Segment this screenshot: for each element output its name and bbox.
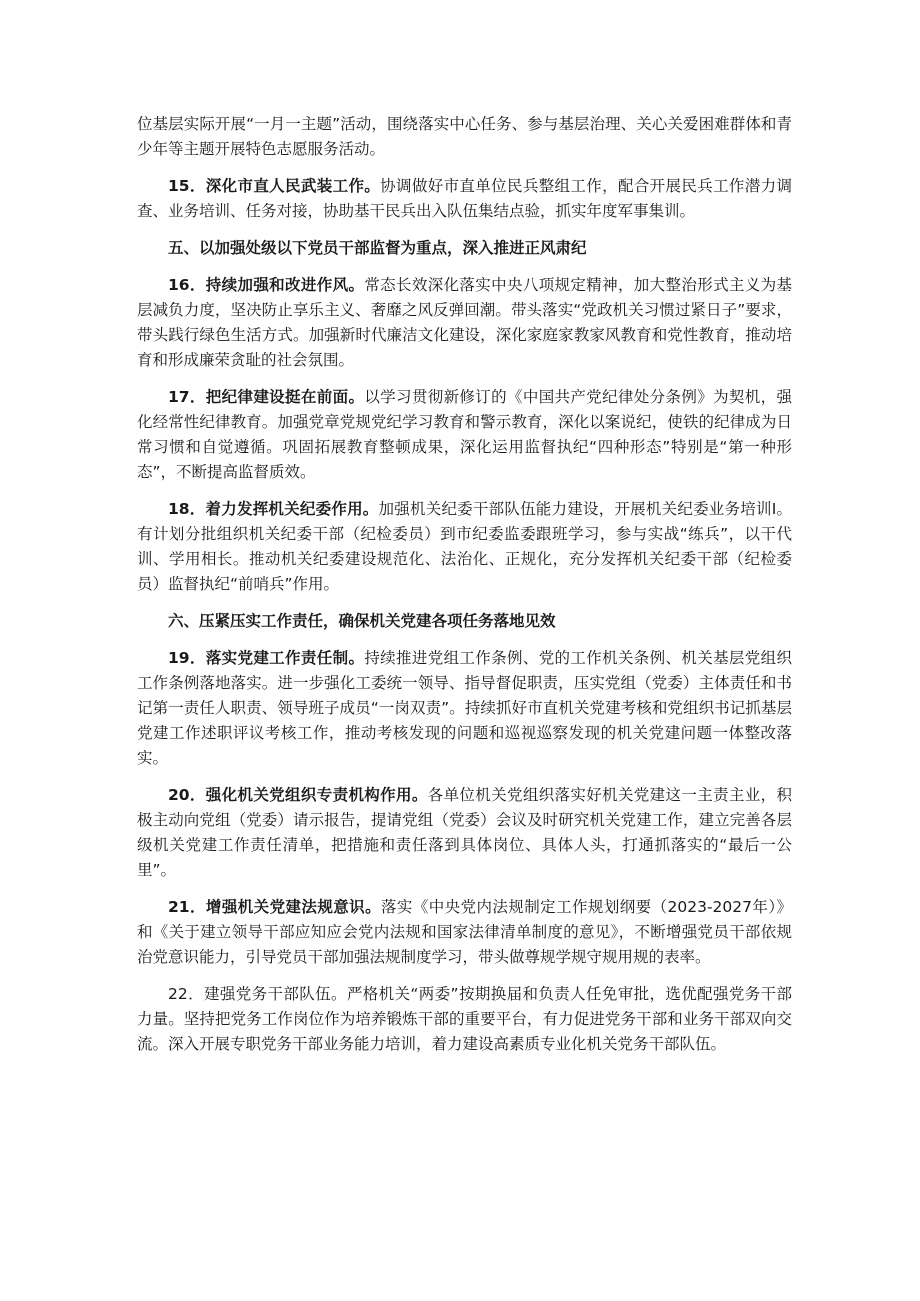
- paragraph-continuation: [137, 112, 792, 162]
- paragraph-item-15: [137, 174, 792, 224]
- paragraph-text: 加强机关纪委干部队伍能力建设，开展机关纪委业务培训I。有计划分批组织机关纪委干部（纪检委员）到市纪委监委跟班学习，参与实战“练兵”，以干代训、学用相长。推动机关纪委建设规范化、法治化、正规化，充分发挥机关纪委干部（纪检委员）监督执纪“前哨兵”作用。: [137, 500, 793, 593]
- paragraph-text: 落实《中央党内法规制定工作规划纲要（2023-2027年）》和《关于建立领导干部应知应会党内法规和国家法律清单制度的意见》，不断增强党员干部依规治党意识能力，引导党员干部加强法规制度学习，带头做尊规学规守规用规的表率。: [137, 898, 792, 966]
- paragraph-text: 严格机关“两委”按期换届和负责人任免审批，选优配强党务干部力量。坚持把党务工作岗位作为培养锻炼干部的重要平台，有力促进党务干部和业务干部双向交流。深入开展专职党务干部业务能力培训，着力建设高素质专业化机关党务干部队伍。: [137, 985, 792, 1053]
- section-heading-6: [137, 609, 792, 634]
- section-heading-text: 六、压紧压实工作责任，确保机关党建各项任务落地见效: [168, 612, 556, 630]
- paragraph-item-22: [137, 982, 792, 1057]
- paragraph-item-20: [137, 783, 792, 883]
- paragraph-item-18: [137, 497, 792, 597]
- paragraph-item-21: [137, 895, 792, 970]
- item-title: 20．强化机关党组织专责机构作用。: [168, 786, 428, 804]
- paragraph-text: 位基层实际开展“一月一主题”活动，围绕落实中心任务、参与基层治理、关心关爱困难群体和青少年等主题开展特色志愿服务活动。: [137, 115, 792, 158]
- item-title: 17．把纪律建设挺在前面。: [168, 388, 365, 406]
- paragraph-text: 协调做好市直单位民兵整组工作，配合开展民兵工作潜力调查、业务培训、任务对接，协助基干民兵出入队伍集结点验，抓实年度军事集训。: [137, 177, 792, 220]
- item-title: 16．持续加强和改进作风。: [168, 276, 365, 294]
- paragraph-item-19: [137, 646, 792, 771]
- section-heading-5: [137, 236, 792, 261]
- paragraph-text: 以学习贯彻新修订的《中国共产党纪律处分条例》为契机，强化经常性纪律教育。加强党章党规党纪学习教育和警示教育，深化以案说纪，使铁的纪律成为日常习惯和自觉遵循。巩固拓展教育整顿成果，深化运用监督执纪“四种形态”特别是“第一种形态”，不断提高监督质效。: [137, 388, 792, 481]
- paragraph-text: 常态长效深化落实中央八项规定精神，加大整治形式主义为基层减负力度，坚决防止享乐主义、奢靡之风反弹回潮。带头落实“党政机关习惯过紧日子”要求，带头践行绿色生活方式。加强新时代廉洁文化建设，深化家庭家教家风教育和党性教育，推动培育和形成廉荣贪耻的社会氛围。: [137, 276, 792, 369]
- paragraph-item-16: [137, 273, 792, 373]
- item-title: 22．建强党务干部队伍。: [168, 985, 347, 1003]
- document-body: [137, 112, 792, 1069]
- paragraph-text: 持续推进党组工作条例、党的工作机关条例、机关基层党组织工作条例落地落实。进一步强化工委统一领导、指导督促职责，压实党组（党委）主体责任和书记第一责任人职责、领导班子成员“一岗双责”。持续抓好市直机关党建考核和党组织书记抓基层党建工作述职评议考核工作，推动考核发现的问题和巡视巡察发现的机关党建问题一体整改落实。: [137, 649, 792, 767]
- item-title: 21．增强机关党建法规意识。: [168, 898, 381, 916]
- paragraph-text: 各单位机关党组织落实好机关党建这一主责主业，积极主动向党组（党委）请示报告，提请党组（党委）会议及时研究机关党建工作，建立完善各层级机关党建工作责任清单，把措施和责任落到具体岗位、具体人头，打通抓落实的“最后一公里”。: [137, 786, 792, 879]
- item-title: 19．落实党建工作责任制。: [168, 649, 365, 667]
- section-heading-text: 五、以加强处级以下党员干部监督为重点，深入推进正风肃纪: [168, 239, 587, 257]
- item-title: 18．着力发挥机关纪委作用。: [168, 500, 379, 518]
- item-title: 15．深化市直人民武装工作。: [168, 177, 381, 195]
- paragraph-item-17: [137, 385, 792, 485]
